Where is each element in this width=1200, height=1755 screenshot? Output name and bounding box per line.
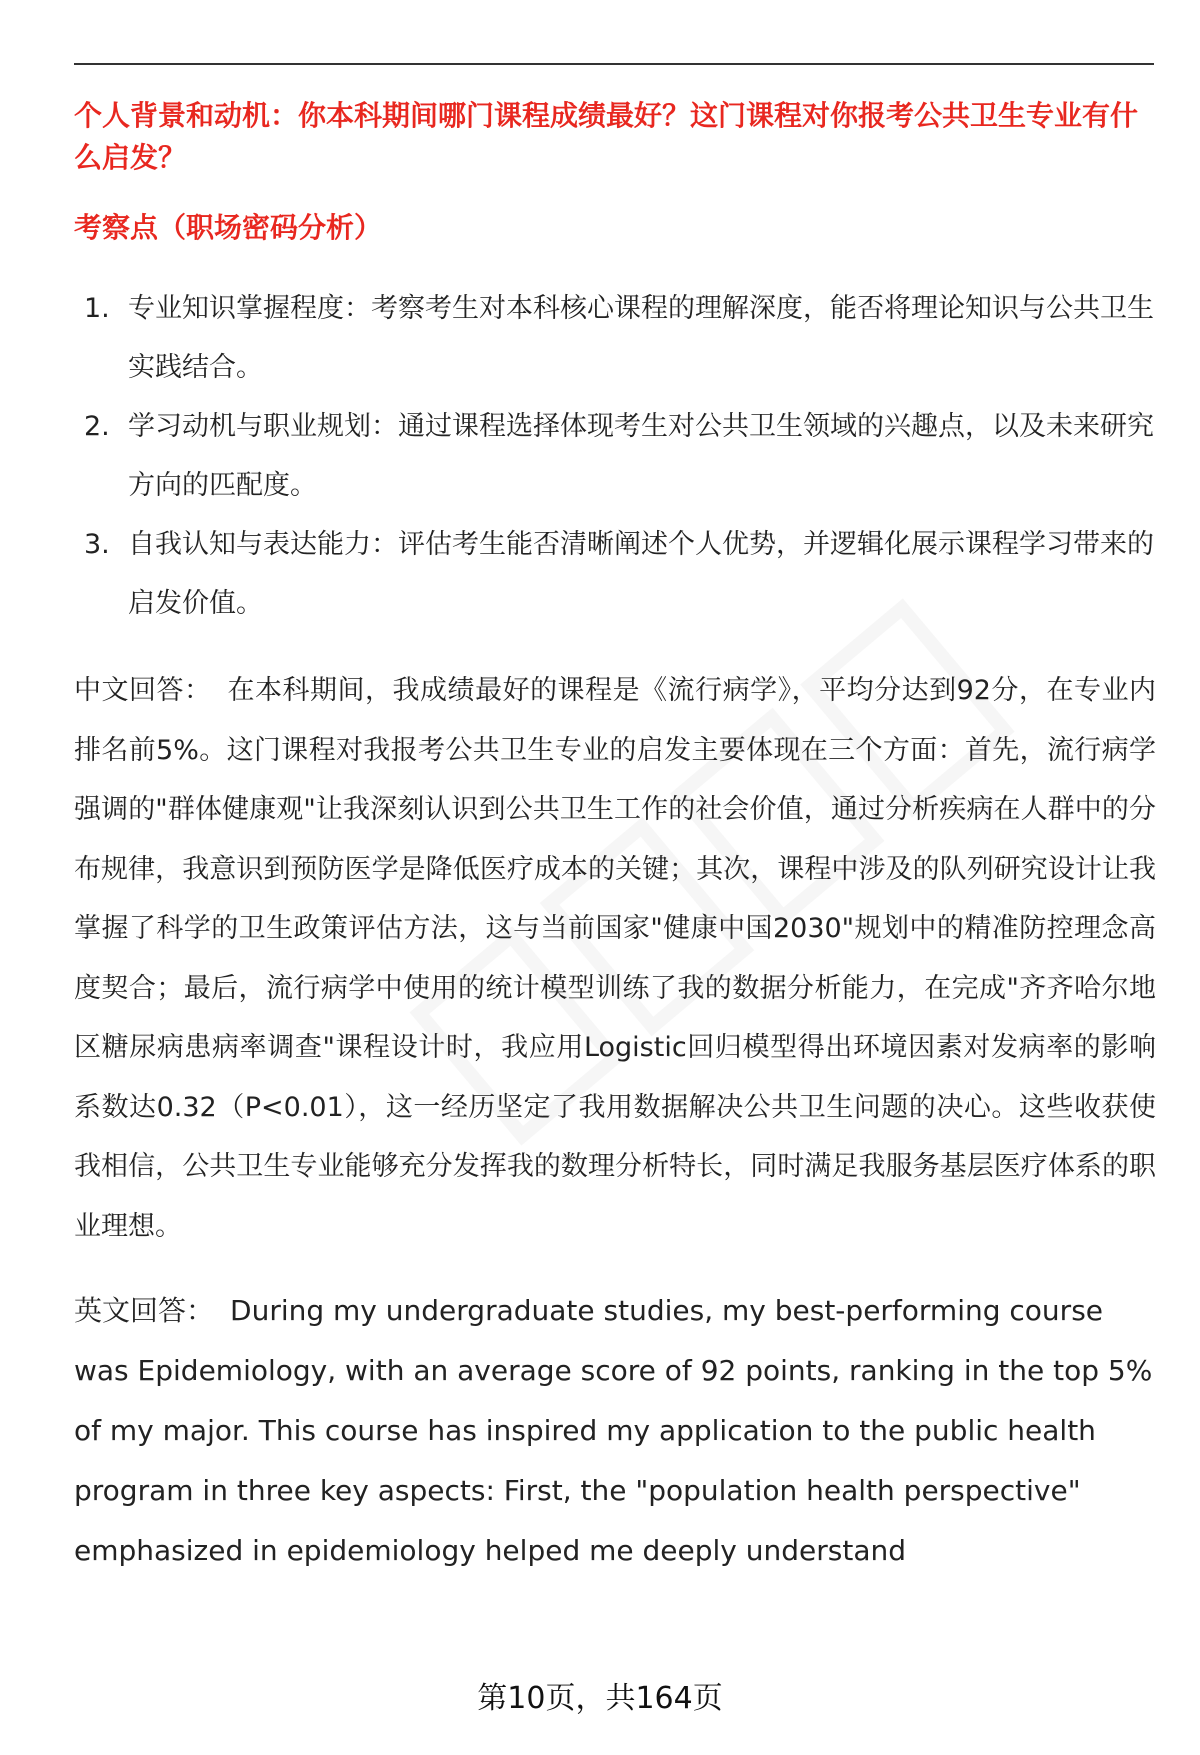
english-answer [74,1281,1156,1581]
list-item [74,515,1156,633]
list-item-text: 专业知识掌握程度：考察考生对本科核心课程的理解深度，能否将理论知识与公共卫生实践结合。 [128,293,1154,383]
list-item-number: 2. [84,411,110,442]
english-answer-text: During my undergraduate studies, my best-performing course was Epidemiology, with an average score of 92 points, ranking in the top 5% of my major. This course has inspired my application to the public health program in three key aspects: First, the "population health perspective" emphasized in epidemiology helped me deeply understand [74,1294,1153,1567]
list-item-number: 1. [84,293,110,324]
assessment-points-list [74,279,1156,633]
chinese-answer [74,661,1156,1256]
section-heading: 考察点（职场密码分析） [74,211,383,244]
list-item-text: 学习动机与职业规划：通过课程选择体现考生对公共卫生领域的兴趣点，以及未来研究方向的匹配度。 [128,411,1154,501]
english-answer-label: 英文回答： [74,1294,215,1327]
list-item [74,397,1156,515]
list-item-number: 3. [84,529,110,560]
chinese-answer-label: 中文回答： [74,675,212,706]
list-item-text: 自我认知与表达能力：评估考生能否清晰阐述个人优势，并逻辑化展示课程学习带来的启发价值。 [128,529,1154,619]
page-number-footer: 第10页，共164页 [477,1681,723,1716]
chinese-answer-text: 在本科期间，我成绩最好的课程是《流行病学》，平均分达到92分，在专业内排名前5%。这门课程对我报考公共卫生专业的启发主要体现在三个方面：首先，流行病学强调的"群体健康观"让我深刻认识到公共卫生工作的社会价值，通过分析疾病在人群中的分布规律，我意识到预防医学是降低医疗成本的关键；其次，课程中涉及的队列研究设计让我掌握了科学的卫生政策评估方法，这与当前国家"健康中国2030"规划中的精准防控理念高度契合；最后，流行病学中使用的统计模型训练了我的数据分析能力，在完成"齐齐哈尔地区糖尿病患病率调查"课程设计时，我应用Logistic回归模型得出环境因素对发病率的影响系数达0.32（P<0.01），这一经历坚定了我用数据解决公共卫生问题的决心。这些收获使我相信，公共卫生专业能够充分发挥我的数理分析特长，同时满足我服务基层医疗体系的职业理想。 [74,675,1157,1242]
question-heading: 个人背景和动机：你本科期间哪门课程成绩最好？这门课程对你报考公共卫生专业有什么启发？ [74,99,1139,174]
top-divider [74,63,1154,65]
list-item [74,279,1156,397]
main-content [74,95,1156,1581]
